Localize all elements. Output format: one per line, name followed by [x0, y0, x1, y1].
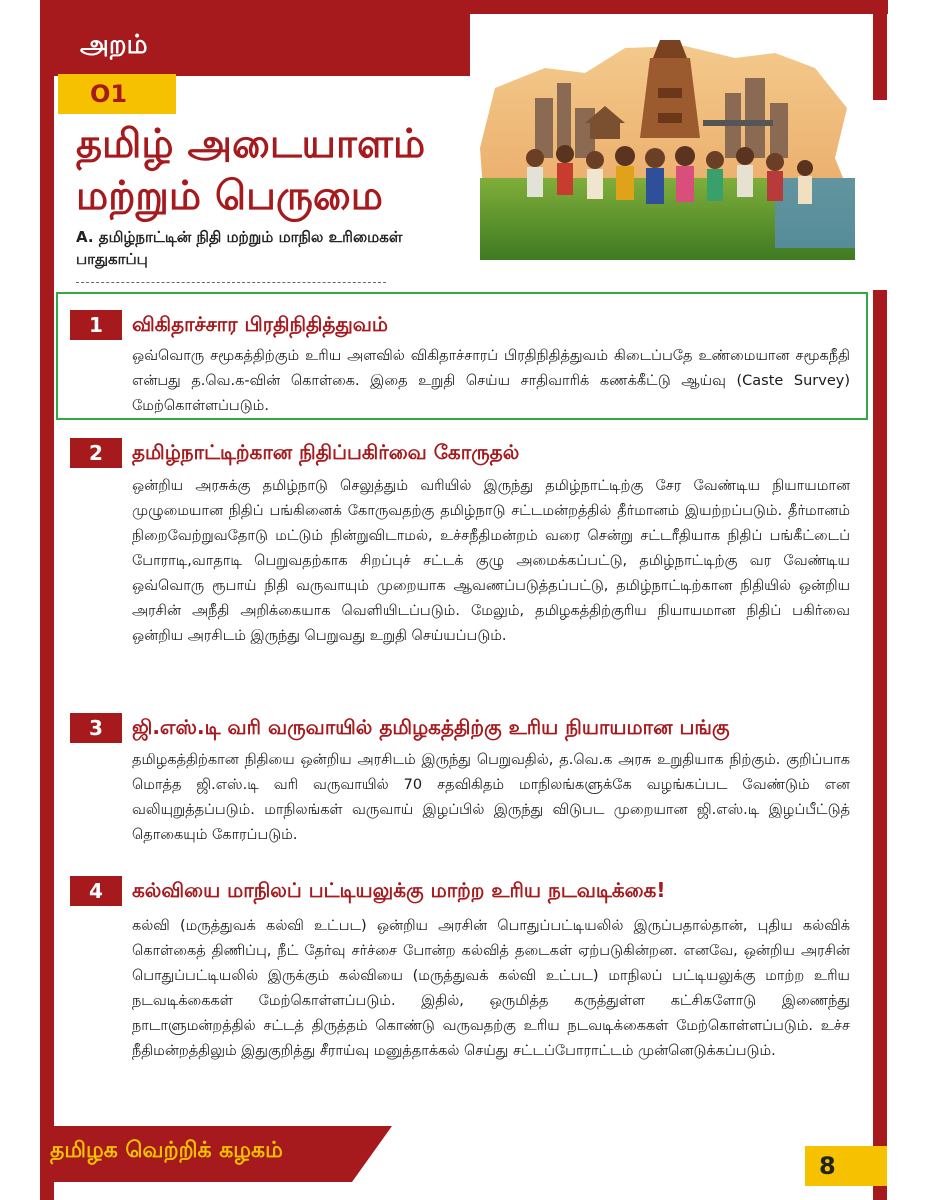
- frame-left-border: [40, 0, 54, 1200]
- title-line-1: தமிழ் அடையாளம்: [76, 121, 426, 167]
- item-2-title: தமிழ்நாட்டிற்கான நிதிப்பகிர்வை கோருதல்: [132, 440, 520, 464]
- item-1-number: 1: [70, 310, 122, 340]
- footer-party-name: தமிழக வெற்றிக் கழகம்: [50, 1138, 283, 1163]
- item-4-body: கல்வி (மருத்துவக் கல்வி உட்பட) ஒன்றிய அரசின் பொதுப்பட்டியலில் இருப்பதால்தான், புதிய கல்விக் கொள்கைத் திணிப்பு, நீட் தேர்வு சர்ச்சை போன்ற கல்வித் தடைகள் ஏற்படுகின்றன. எனவே, ஒன்றிய அரசின் பொதுப்பட்டியலில் இருக்கும் கல்வியை (மருத்துவக் கல்வி உட்பட) மாநிலப் பட்டியலுக்கு மாற்ற உரிய நடவடிக்கைகள் மேற்கொள்ளப்படும். இதில், ஒருமித்த கருத்துள்ள கட்சிகளோடு இணைந்து நாடாளுமன்றத்தில் சட்டத் திருத்தம் கொண்டு வருவதற்கு உரிய நடவடிக்கைகள் மேற்கொள்ளப்படும். உச்ச நீதிமன்றத்திலும் இதுகுறித்து சீராய்வு மனுத்தாக்கல் செய்து சட்டப்போராட்டம் முன்னெடுக்கப்படும்.: [132, 918, 850, 1059]
- hero-illustration: [475, 28, 857, 260]
- page-subtitle: A. தமிழ்நாட்டின் நிதி மற்றும் மாநில உரிமைகள் பாதுகாப்பு: [76, 228, 403, 268]
- item-4-title: கல்வியை மாநிலப் பட்டியலுக்கு மாற்ற உரிய நடவடிக்கை!: [132, 878, 666, 902]
- item-4-number: 4: [70, 876, 122, 906]
- section-label: அறம்: [80, 30, 148, 60]
- page-number: 8: [805, 1146, 887, 1186]
- item-1-title: விகிதாச்சார பிரதிநிதித்துவம்: [132, 312, 389, 336]
- railway-bridge: [703, 120, 773, 126]
- item-3-body: தமிழகத்திற்கான நிதியை ஒன்றிய அரசிடம் இருந்து பெறுவதில், த.வெ.க அரசு உறுதியாக நிற்கும். குறிப்பாக மொத்த ஜி.எஸ்.டி வரி வருவாயில் 70 சதவிகிதம் மாநிலங்களுக்கே வழங்கப்பட வேண்டும் என வலியுறுத்தப்படும். மாநிலங்கள் வருவாய் இழப்பில் இருந்து விடுபட முறையான ஜி.எஸ்.டி இழப்பீட்டுத் தொகையும் கோரப்படும்.: [132, 752, 850, 843]
- item-3-number: 3: [70, 713, 122, 743]
- item-2-body: ஒன்றிய அரசுக்கு தமிழ்நாடு செலுத்தும் வரியில் இருந்து தமிழ்நாட்டிற்கு சேர வேண்டிய நியாயமான முழுமையான நிதிப் பங்கினைக் கோருவதற்கு தமிழ்நாடு சட்டமன்றத்தில் தீர்மானம் இயற்றப்படும். தீர்மானம் நிறைவேற்றுவதோடு மட்டும் நின்றுவிடாமல், உச்சநீதிமன்றம் வரை சென்று சட்டரீதியாக நிதிப் பங்கீட்டைப் போராடி,வாதாடி பெறுவதற்காக சிறப்புச் சட்டக் குழு அமைக்கப்பட்டு, தமிழ்நாட்டிற்கு வர வேண்டிய ஒவ்வொரு ரூபாய் நிதி வருவாயும் முறையாக ஆவணப்படுத்தப்பட்டு, தமிழ்நாட்டிற்கான நிதியில் ஒன்றிய அரசின் அநீதி அறிக்கையாக வெளியிடப்படும். மேலும், தமிழகத்திற்குரிய நியாயமான நிதிப் பகிர்வை ஒன்றிய அரசிடம் இருந்து பெறுவது உறுதி செய்யப்படும்.: [132, 478, 850, 644]
- dotted-divider: [76, 282, 386, 283]
- item-3-title: ஜி.எஸ்.டி வரி வருவாயில் தமிழகத்திற்கு உரிய நியாயமான பங்கு: [132, 715, 730, 739]
- item-2-number: 2: [70, 438, 122, 468]
- chapter-number-chip: O1: [58, 74, 176, 114]
- frame-top-border: [40, 0, 888, 14]
- page-title: [76, 118, 466, 222]
- title-line-2: மற்றும் பெருமை: [76, 173, 383, 219]
- frame-right-border-lower: [873, 290, 887, 1200]
- item-1-body: ஒவ்வொரு சமூகத்திற்கும் உரிய அளவில் விகிதாச்சாரப் பிரதிநிதித்துவம் கிடைப்பதே உண்மையான சமூகநீதி என்பது த.வெ.க-வின் கொள்கை. இதை உறுதி செய்ய சாதிவாரிக் கணக்கீட்டு ஆய்வு (Caste Survey) மேற்கொள்ளப்படும்.: [132, 348, 850, 414]
- frame-right-border: [873, 0, 887, 100]
- sea: [775, 178, 855, 248]
